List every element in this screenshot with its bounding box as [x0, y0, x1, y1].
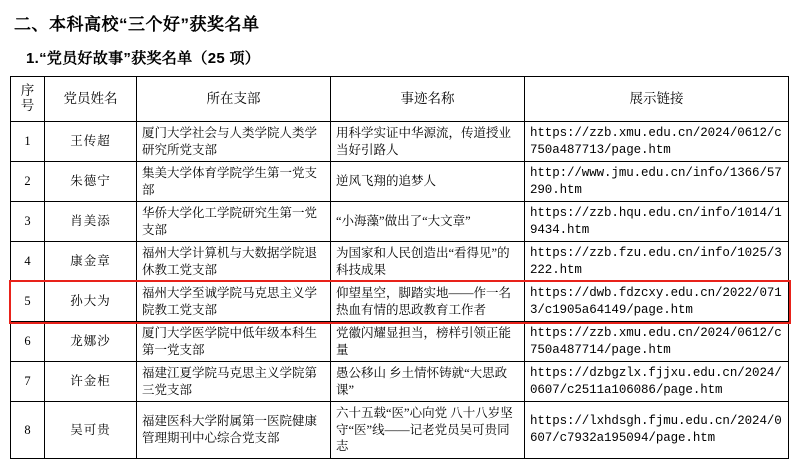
- cell-name: 吴可贵: [45, 402, 137, 459]
- cell-name: 康金章: [45, 242, 137, 282]
- cell-seq: 7: [11, 362, 45, 402]
- table-row-highlighted: [11, 282, 789, 322]
- cell-name: 王传超: [45, 122, 137, 162]
- page-title: 二、本科高校“三个好”获奖名单: [14, 15, 260, 34]
- cell-title: 逆风飞翔的追梦人: [331, 162, 525, 202]
- cell-branch: 华侨大学化工学院研究生第一党支部: [137, 202, 331, 242]
- cell-link[interactable]: https://dwb.fdzcxy.edu.cn/2022/0713/c1905a64149/page.htm: [525, 282, 789, 322]
- cell-seq: 1: [11, 122, 45, 162]
- cell-name: 许金柜: [45, 362, 137, 402]
- cell-link[interactable]: https://zzb.fzu.edu.cn/info/1025/3222.htm: [525, 242, 789, 282]
- cell-link[interactable]: http://www.jmu.edu.cn/info/1366/57290.htm: [525, 162, 789, 202]
- table-header: [11, 77, 789, 122]
- table-row: [11, 402, 789, 459]
- column-header-title: 事迹名称: [331, 77, 525, 122]
- cell-seq: 3: [11, 202, 45, 242]
- cell-seq: 2: [11, 162, 45, 202]
- cell-title: 为国家和人民创造出“看得见”的科技成果: [331, 242, 525, 282]
- cell-title: 仰望星空，脚踏实地——作一名热血有情的思政教育工作者: [331, 282, 525, 322]
- cell-title: “小海藻”做出了“大文章”: [331, 202, 525, 242]
- table-row: [11, 202, 789, 242]
- table-row: [11, 362, 789, 402]
- table-row: [11, 322, 789, 362]
- cell-seq: 6: [11, 322, 45, 362]
- table-body: [11, 122, 789, 459]
- cell-link[interactable]: https://lxhdsgh.fjmu.edu.cn/2024/0607/c7932a195094/page.htm: [525, 402, 789, 459]
- cell-seq: 4: [11, 242, 45, 282]
- column-header-link: 展示链接: [525, 77, 789, 122]
- cell-branch: 厦门大学医学院中低年级本科生第一党支部: [137, 322, 331, 362]
- cell-link[interactable]: https://zzb.xmu.edu.cn/2024/0612/c750a487714/page.htm: [525, 322, 789, 362]
- cell-link[interactable]: https://zzb.xmu.edu.cn/2024/0612/c750a487713/page.htm: [525, 122, 789, 162]
- table-row: [11, 122, 789, 162]
- column-header-seq: [11, 77, 45, 122]
- cell-title: 用科学实证中华源流，传道授业当好引路人: [331, 122, 525, 162]
- cell-seq: 5: [11, 282, 45, 322]
- cell-seq: 8: [11, 402, 45, 459]
- award-list-table: [10, 76, 789, 459]
- cell-branch: 福建江夏学院马克思主义学院第三党支部: [137, 362, 331, 402]
- table-row: [11, 162, 789, 202]
- cell-title: 六十五载“医”心向党 八十八岁坚守“医”线——记老党员吴可贵同志: [331, 402, 525, 459]
- cell-branch: 集美大学体育学院学生第一党支部: [137, 162, 331, 202]
- table-row: [11, 242, 789, 282]
- column-header-seq-line2: 号: [20, 98, 35, 113]
- cell-title: 愚公移山 乡土情怀铸就“大思政课”: [331, 362, 525, 402]
- cell-name: 朱德宁: [45, 162, 137, 202]
- cell-branch: 厦门大学社会与人类学院人类学研究所党支部: [137, 122, 331, 162]
- cell-name: 龙娜沙: [45, 322, 137, 362]
- table-header-row: [11, 77, 789, 122]
- cell-name: 孙大为: [45, 282, 137, 322]
- section-title: 1.“党员好故事”获奖名单（25 项）: [26, 50, 261, 67]
- cell-name: 肖美添: [45, 202, 137, 242]
- cell-link[interactable]: https://zzb.hqu.edu.cn/info/1014/19434.htm: [525, 202, 789, 242]
- cell-link[interactable]: https://dzbgzlx.fjjxu.edu.cn/2024/0607/c2511a106086/page.htm: [525, 362, 789, 402]
- cell-title: 党徽闪耀显担当，榜样引领正能量: [331, 322, 525, 362]
- column-header-name: 党员姓名: [45, 77, 137, 122]
- cell-branch: 福州大学至诚学院马克思主义学院教工党支部: [137, 282, 331, 322]
- column-header-branch: 所在支部: [137, 77, 331, 122]
- column-header-seq-line1: 序: [20, 83, 35, 99]
- cell-branch: 福州大学计算机与大数据学院退休教工党支部: [137, 242, 331, 282]
- cell-branch: 福建医科大学附属第一医院健康管理期刊中心综合党支部: [137, 402, 331, 459]
